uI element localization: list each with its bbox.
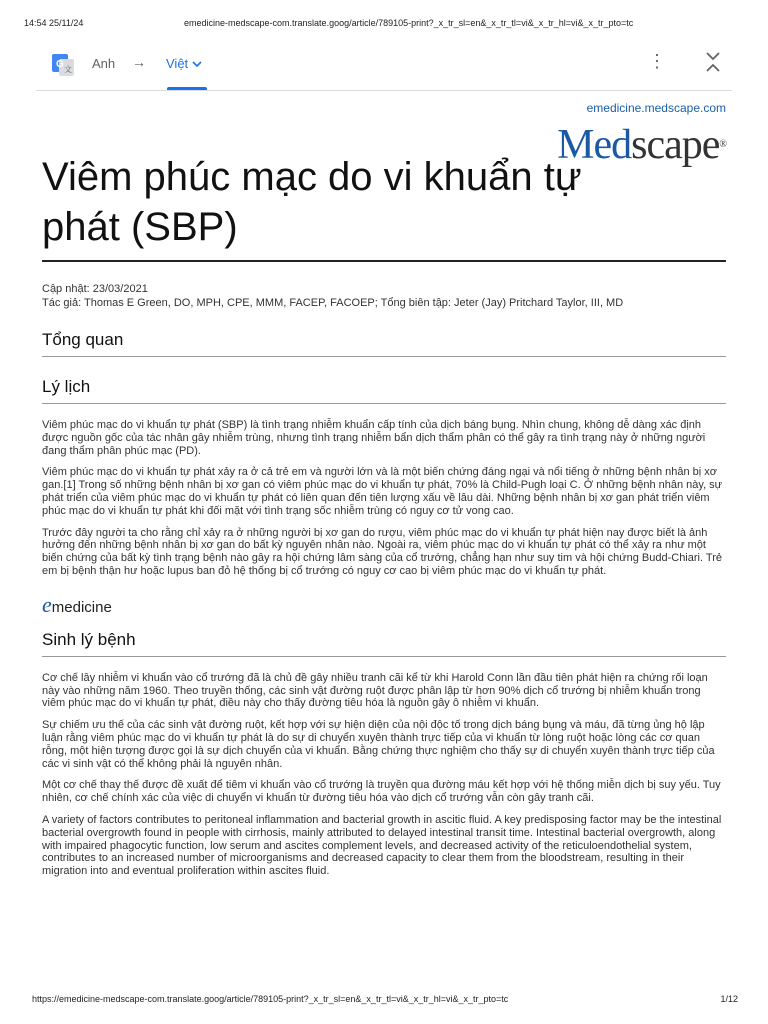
- chevron-down-icon: [192, 60, 202, 71]
- print-footer: [32, 994, 738, 1004]
- arrow-right-icon: →: [132, 54, 146, 70]
- active-tab-indicator: [167, 87, 207, 90]
- more-options-icon[interactable]: ⋮: [648, 51, 666, 71]
- source-language-tab[interactable]: Anh: [92, 56, 116, 71]
- article-meta: [42, 282, 726, 310]
- page-number: 1/12: [720, 994, 738, 1004]
- google-translate-bar: [36, 46, 732, 91]
- paragraph: Cơ chế lây nhiễm vi khuẩn vào cổ trướng đã là chủ đề gây nhiều tranh cãi kể từ khi Harold Conn lần đầu tiên phát hiện ra chứng rối loạn này vào những năm 1960. Theo truyền thống, các sinh vật đường ruột được phân lập từ hơn 90% dịch cổ trướng bị nhiễm khuẩn trong viêm phúc mạc do vi khuẩn tự phát, điều này cho thấy đường tiêu hóa là nguồn gây ô nhiễm vi khuẩn.: [42, 671, 708, 710]
- print-url: emedicine-medscape-com.translate.goog/article/789105-print?_x_tr_sl=en&_x_tr_tl=vi&_x_tr_hl=vi&_x_tr_pto=tc: [184, 18, 634, 28]
- print-header: [24, 18, 744, 28]
- article-content: [42, 152, 726, 878]
- emedicine-logo: emedicine: [42, 591, 112, 617]
- title-divider: [42, 260, 726, 262]
- paragraph: Sự chiếm ưu thế của các sinh vật đường ruột, kết hợp với sự hiện diện của nội độc tố trong dịch báng bụng và máu, đã từng ủng hộ lập luận rằng viêm phúc mạc do vi khuẩn tự phát là do sự di chuyển xuyên thành trực tiếp của vi khuẩn từ lòng ruột hoặc lòng các cơ quan rỗng, một hiện tượng được gọi là sự dịch chuyển của vi khuẩn. Bằng chứng thực nghiệm cho thấy sự di chuyển xuyên thành trực tiếp của các vi sinh vật có thể không phải là nguyên nhân.: [42, 719, 715, 770]
- target-language-label: Việt: [166, 56, 189, 71]
- svg-text:文: 文: [64, 65, 72, 74]
- paragraph: Viêm phúc mạc do vi khuẩn tự phát (SBP) là tình trạng nhiễm khuẩn cấp tính của dịch báng bụng. Nhìn chung, không dễ dàng xác định được nguồn gốc của tác nhân gây nhiễm trùng, nhưng tình trạng nhiễm bẩn dịch thẩm phân có thể gây ra tình trạng này ở những người đang thẩm phân phúc mạc (PD).: [42, 419, 706, 457]
- authors: Tác giả: Thomas E Green, DO, MPH, CPE, MMM, FACEP, FACOEP; Tổng biên tập: Jeter (Jay) Pritchard Taylor, III, MD: [42, 297, 624, 309]
- medscape-logo: Medscape®: [557, 122, 726, 168]
- collapse-icon[interactable]: [704, 50, 722, 74]
- paragraph: Một cơ chế thay thế được đề xuất để tiêm vi khuẩn vào cổ trướng là truyền qua đường máu kết hợp với hệ thống miễn dịch bị suy yếu. Tuy nhiên, cơ chế chính xác của việc di chuyển vi khuẩn từ đường tiêu hóa vào dịch cổ trướng vẫn còn gây tranh cãi.: [42, 779, 721, 805]
- paragraph: A variety of factors contributes to peritoneal inflammation and bacterial growth in ascitic fluid. A key predisposing factor may be the intestinal bacterial overgrowth found in people with cirrhosis, mainly attributed to delayed intestinal transit time. Intestinal bacterial overgrowth, along with impaired phagocytic function, low serum and ascites complement levels, and decreased activity of the reticuloendothelial system, contributes to an increased number of microorganisms and decreased capacity to clear them from the bloodstream, resulting in their migration into and eventual proliferation within ascites fluid.: [42, 813, 722, 878]
- target-language-tab[interactable]: [166, 56, 202, 71]
- heading-pathophysiology: Sinh lý bệnh: [42, 630, 726, 657]
- heading-overview: Tổng quan: [42, 330, 726, 357]
- google-translate-icon[interactable]: [52, 54, 74, 76]
- updated-date: Cập nhật: 23/03/2021: [42, 283, 148, 295]
- footer-url: https://emedicine-medscape-com.translate.goog/article/789105-print?_x_tr_sl=en&_x_tr_tl=vi&_x_tr_hl=vi&_x_tr_pto=tc: [32, 994, 509, 1004]
- paragraph: Viêm phúc mạc do vi khuẩn tự phát xảy ra ở cả trẻ em và người lớn và là một biến chứng đáng ngại và nổi tiếng ở những bệnh nhân bị xơ gan.[1] Trong số những bệnh nhân bị xơ gan có viêm phúc mạc do vi khuẩn tự phát, 70% là Child-Pugh loại C. Ở những bệnh nhân này, sự phát triển của viêm phúc mạc do vi khuẩn tự phát có liên quan đến tiên lượng xấu về lâu dài. Những bệnh nhân bị xơ gan phát triển viêm phúc mạc do vi khuẩn tự phát khi đối mặt với tình trạng sốc nhiễm trùng có nguy cơ tử vong cao.: [42, 466, 723, 517]
- article-title: Viêm phúc mạc do vi khuẩn tự phát (SBP): [42, 155, 582, 249]
- print-timestamp: 14:54 25/11/24: [24, 18, 84, 28]
- site-link[interactable]: emedicine.medscape.com: [586, 101, 726, 115]
- svg-text:G: G: [56, 59, 64, 70]
- heading-background: Lý lịch: [42, 377, 726, 404]
- paragraph: Trước đây người ta cho rằng chỉ xảy ra ở những người bị xơ gan do rượu, viêm phúc mạc do vi khuẩn tự phát hiện nay được biết là ảnh hưởng đến những bệnh nhân bị xơ gan do bất kỳ nguyên nhân nào. Ngoài ra, viêm phúc mạc do vi khuẩn tự phát có thể xảy ra như một biến chứng của bất kỳ tình trạng bệnh nào gây ra hội chứng lâm sàng của cổ trướng, chẳng hạn như suy tim và hội chứng Budd-Chiari. Trẻ em bị bệnh thận hư hoặc lupus ban đỏ hệ thống bị cổ trướng có nguy cơ cao bị viêm phúc mạc do vi khuẩn tự phát.: [42, 526, 722, 577]
